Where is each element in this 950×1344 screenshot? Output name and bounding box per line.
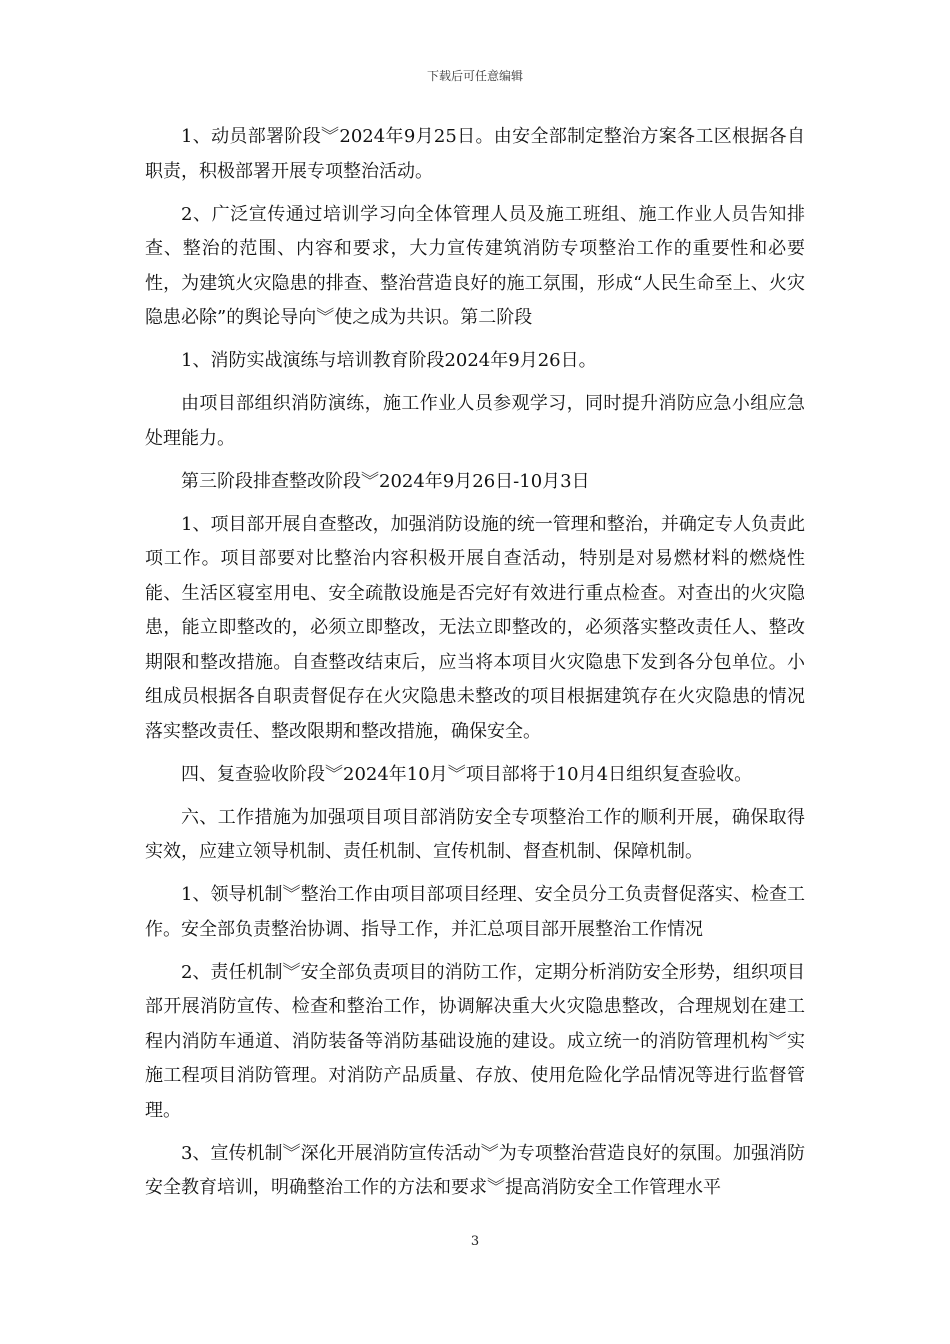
paragraph: 3、宣传机制︾深化开展消防宣传活动︾为专项整治营造良好的氛围。加强消防安全教育培训，明确整治工作的方法和要求︾提高消防安全工作管理水平: [145, 1142, 805, 1198]
paragraph: 2、责任机制︾安全部负责项目的消防工作，定期分析消防安全形势，组织项目部开展消防宣传、检查和整治工作，协调解决重大火灾隐患整改，合理规划在建工程内消防车通道、消防装备等消防基础设施的建设。成立统一的消防管理机构︾实施工程项目消防管理。对消防产品质量、存放、使用危险化学品情况等进行监督管理。: [145, 961, 805, 1121]
paragraph: 1、动员部署阶段︾2024年9月25日。由安全部制定整治方案各工区根据各自职责，积极部署开展专项整治活动。: [145, 126, 805, 182]
paragraph: 由项目部组织消防演练，施工作业人员参观学习，同时提升消防应急小组应急处理能力。: [145, 393, 805, 449]
paragraph: 1、消防实战演练与培训教育阶段2024年9月26日。: [181, 350, 597, 371]
paragraph: 2、广泛宣传通过培训学习向全体管理人员及施工班组、施工作业人员告知排查、整治的范围、内容和要求，大力宣传建筑消防专项整治工作的重要性和必要性，为建筑火灾隐患的排查、整治营造良好的施工氛围，形成“人民生命至上、火灾隐患必除”的舆论导向︾使之成为共识。第二阶段: [145, 203, 805, 328]
page-number: 3: [470, 1234, 480, 1249]
paragraph: 1、项目部开展自查整改，加强消防设施的统一管理和整治，并确定专人负责此项工作。项目部要对比整治内容积极开展自查活动，特别是对易燃材料的燃烧性能、生活区寝室用电、安全疏散设施是否完好有效进行重点检查。对查出的火灾隐患，能立即整改的，必须立即整改，无法立即整改的，必须落实整改责任人、整改期限和整改措施。自查整改结束后，应当将本项目火灾隐患下发到各分包单位。小组成员根据各自职责督促存在火灾隐患未整改的项目根据建筑存在火灾隐患的情况落实整改责任、整改限期和整改措施，确保安全。: [145, 513, 805, 742]
paragraph: 第三阶段排查整改阶段︾2024年9月26日-10月3日: [181, 470, 590, 492]
document-body: [145, 120, 805, 1214]
paragraph: 1、领导机制︾整治工作由项目部项目经理、安全员分工负责督促落实、检查工作。安全部负责整治协调、指导工作，并汇总项目部开展整治工作情况: [145, 884, 805, 940]
paragraph: 四、复查验收阶段︾2024年10月︾项目部将于10月4日组织复查验收。: [181, 763, 753, 785]
page-header: 下载后可任意编辑: [426, 69, 523, 83]
paragraph: 六、工作措施为加强项目项目部消防安全专项整治工作的顺利开展，确保取得实效，应建立领导机制、责任机制、宣传机制、督查机制、保障机制。: [145, 806, 805, 862]
